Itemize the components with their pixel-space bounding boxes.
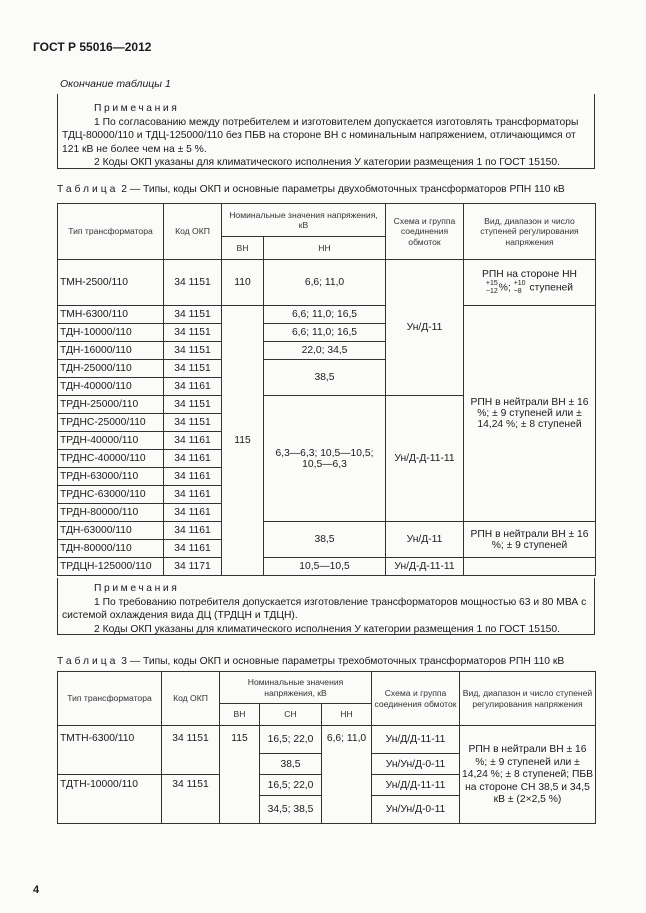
scheme-value: Ун/Д/Д-11-11 [372,726,460,754]
okp-code: 34 1151 [164,342,222,360]
range-a-top: +15 [485,280,498,287]
scheme-value: Ун/Д-11 [386,260,464,396]
scheme-value: Ун/Ун/Д-0-11 [372,796,460,824]
regulation-value: РПН в нейтрали ВН ± 16 %; ± 9 ступеней или ± 14,24 %; ± 8 ступеней [464,306,596,522]
table-row: ТДН-16000/110 [58,342,164,360]
table-row: ТРДНС-63000/110 [58,486,164,504]
nn-value: 10,5—10,5 [264,558,386,576]
okp-code: 34 1151 [164,414,222,432]
scheme-value: Ун/Д-Д-11-11 [386,558,464,576]
table-row: ТДТН-10000/110 [58,775,162,824]
page-number: 4 [33,884,40,896]
table-row: ТРДН-40000/110 [58,432,164,450]
scheme-value: Ун/Ун/Д-0-11 [372,754,460,775]
table-row: ТДН-25000/110 [58,360,164,378]
range-b-bottom: −8 [513,288,522,295]
table-row: ТРДН-25000/110 [58,396,164,414]
note-item: 2 Коды ОКП указаны для климатического исполнения У категории размещения 1 по ГОСТ 15150. [94,623,560,635]
header-regulation: Вид, диапазон и число ступеней регулирования напряжения [460,672,596,726]
okp-code: 34 1151 [162,726,220,775]
okp-code: 34 1151 [164,306,222,324]
table-row: ТДН-40000/110 [58,378,164,396]
range-b [514,280,526,296]
vn-value: 110 [222,260,264,306]
table1-notes [57,94,595,169]
nn-value: 38,5 [264,360,386,396]
table2-caption [57,184,565,195]
header-voltage: Номинальные значения напряжения, кВ [222,204,386,237]
header-nn: НН [322,704,372,726]
header-code: Код ОКП [162,672,220,726]
sn-value: 16,5; 22,0 [260,775,322,796]
okp-code: 34 1151 [164,360,222,378]
table2 [57,203,596,576]
header-type: Тип трансформатора [58,672,162,726]
regulation-value [464,260,596,306]
table-row: ТРДЦН-125000/110 [58,558,164,576]
table-row: ТРДНС-25000/110 [58,414,164,432]
okp-code: 34 1151 [164,260,222,306]
percent-sign: %; [498,282,511,294]
okp-code: 34 1161 [164,486,222,504]
caption-label: Таблица [57,184,119,195]
okp-code: 34 1161 [164,378,222,396]
nn-value: 6,6; 11,0 [264,260,386,306]
table-row: ТДН-80000/110 [58,540,164,558]
nn-value: 22,0; 34,5 [264,342,386,360]
header-code: Код ОКП [164,204,222,260]
nn-value: 6,6; 11,0; 16,5 [264,324,386,342]
sn-value: 34,5; 38,5 [260,796,322,824]
notes-heading: Примечания [94,583,180,594]
vn-value: 115 [222,306,264,576]
scheme-value: Ун/Д-11 [386,522,464,558]
note-item: 2 Коды ОКП указаны для климатического исполнения У категории размещения 1 по ГОСТ 15150. [94,157,560,168]
nn-value: 38,5 [264,522,386,558]
nn-value: 6,3—6,3; 10,5—10,5; 10,5—6,3 [264,396,386,522]
table-row: ТМН-6300/110 [58,306,164,324]
okp-code: 34 1151 [164,324,222,342]
table-row: ТРДН-63000/110 [58,468,164,486]
table-row: ТМТН-6300/110 [58,726,162,775]
okp-code: 34 1161 [164,432,222,450]
header-scheme: Схема и группа соединения обмоток [372,672,460,726]
okp-code: 34 1151 [162,775,220,824]
okp-code: 34 1161 [164,468,222,486]
table-row: ТМН-2500/110 [58,260,164,306]
notes-heading: Примечания [94,103,180,114]
header-type: Тип трансформатора [58,204,164,260]
header-scheme: Схема и группа соединения обмоток [386,204,464,260]
header-voltage: Номинальные значения напряжения, кВ [220,672,372,704]
nn-value: 6,6; 11,0 [322,726,372,824]
okp-code: 34 1171 [164,558,222,576]
scheme-value: Ун/Д/Д-11-11 [372,775,460,796]
sn-value: 38,5 [260,754,322,775]
table-continuation-label: Окончание таблицы 1 [60,78,171,90]
table-row: ТРДНС-40000/110 [58,450,164,468]
note-item: 1 По требованию потребителя допускается изготовление трансформаторов мощностью 63 и 80 МВА с системой охлаждения вида ДЦ (ТРДЦН и ТДЦН). [62,596,587,621]
caption-text: 3 — Типы, коды ОКП и основные параметры трехобмоточных трансформаторов РПН 110 кВ [121,656,565,667]
table-row: ТДН-63000/110 [58,522,164,540]
caption-text: 2 — Типы, коды ОКП и основные параметры двухобмоточных трансформаторов РПН 110 кВ [121,184,565,195]
regulation-value: РПН в нейтрали ВН ± 16 %; ± 9 ступеней [464,522,596,558]
header-nn: НН [264,237,386,260]
vn-value: 115 [220,726,260,824]
table2-notes [57,578,595,635]
okp-code: 34 1161 [164,540,222,558]
header-vn: ВН [222,237,264,260]
note-item: 1 По согласованию между потребителем и изготовителем допускается изготовлять трансформаторы ТДЦ-80000/110 и ТДЦ-125000/110 без ПБВ на стороне ВН с номинальным напряжением, отличающимся от 121 кВ не более чем на ± 5 %. [62,116,579,155]
header-sn: СН [260,704,322,726]
scheme-value: Ун/Д-Д-11-11 [386,396,464,522]
table-row: ТДН-10000/110 [58,324,164,342]
header-vn: ВН [220,704,260,726]
regulation-text: РПН на стороне НН [482,269,577,280]
empty-cell [464,558,596,576]
range-a [486,280,498,296]
okp-code: 34 1151 [164,396,222,414]
sn-value: 16,5; 22,0 [260,726,322,754]
regulation-value: РПН в нейтрали ВН ± 16 %; ± 9 ступеней или ± 14,24 %; ± 8 ступеней; ПБВ на стороне СН 38,5 и 34,5 кВ ± (2×2,5 %) [460,726,596,824]
range-b-top: +10 [513,280,526,287]
table3-caption [57,656,564,667]
table3 [57,671,596,824]
nn-value: 6,6; 11,0; 16,5 [264,306,386,324]
caption-label: Таблица [57,656,119,667]
header-regulation: Вид, диапазон и число ступеней регулирования напряжения [464,204,596,260]
range-a-bottom: −12 [485,288,498,295]
steps-label: ступеней [529,282,574,294]
standard-number: ГОСТ Р 55016—2012 [33,40,152,54]
okp-code: 34 1161 [164,522,222,540]
table-row: ТРДН-80000/110 [58,504,164,522]
okp-code: 34 1161 [164,504,222,522]
okp-code: 34 1161 [164,450,222,468]
